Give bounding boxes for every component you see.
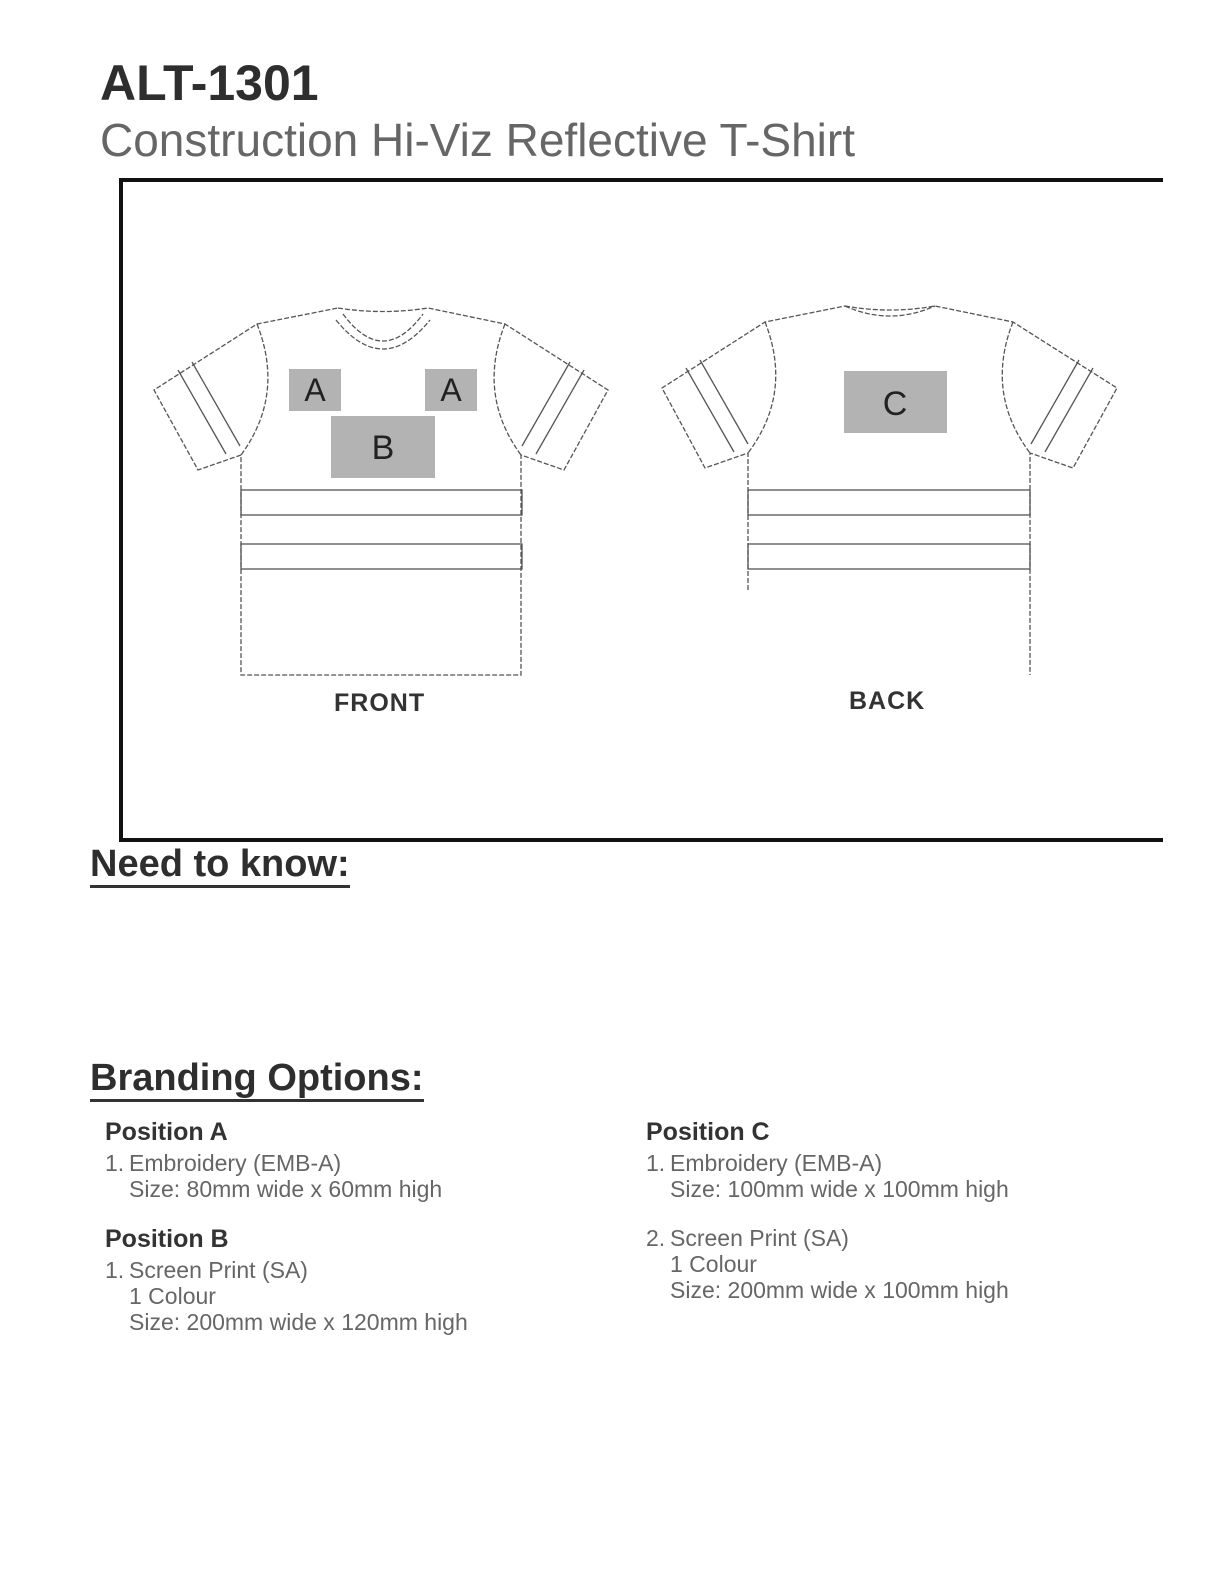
option-method: Embroidery (EMB-A) [129, 1150, 342, 1176]
svg-text:A: A [304, 372, 326, 408]
option-number: 2. [646, 1225, 666, 1251]
position-a-title: Position A [105, 1118, 228, 1146]
option-size: Size: 200mm wide x 120mm high [129, 1309, 468, 1335]
position-b-option-1 [105, 1257, 468, 1335]
option-method: Screen Print (SA) [129, 1257, 308, 1283]
front-marker-a-right [425, 369, 477, 411]
back-label: BACK [849, 687, 926, 715]
front-shirt-outline [154, 308, 608, 675]
product-title: Construction Hi-Viz Reflective T-Shirt [100, 114, 856, 166]
option-colours: 1 Colour [129, 1283, 216, 1309]
option-number: 1. [105, 1150, 125, 1176]
branding-options-heading: Branding Options: [90, 1059, 424, 1102]
svg-text:A: A [440, 372, 462, 408]
front-marker-b [331, 416, 435, 478]
back-shirt-outline [662, 306, 1117, 675]
option-number: 1. [105, 1257, 125, 1283]
option-size: Size: 200mm wide x 100mm high [670, 1277, 1009, 1303]
option-size: Size: 100mm wide x 100mm high [670, 1176, 1009, 1202]
option-colours: 1 Colour [670, 1251, 757, 1277]
position-a-option-1 [105, 1150, 442, 1202]
front-label: FRONT [334, 689, 426, 717]
product-code: ALT-1301 [100, 55, 319, 111]
need-to-know-heading: Need to know: [90, 845, 350, 888]
position-c-option-1 [646, 1150, 1009, 1202]
position-c-title: Position C [646, 1118, 770, 1146]
option-method: Embroidery (EMB-A) [670, 1150, 883, 1176]
front-marker-a-left [289, 369, 341, 411]
back-marker-c [844, 371, 947, 433]
option-size: Size: 80mm wide x 60mm high [129, 1176, 443, 1202]
option-method: Screen Print (SA) [670, 1225, 849, 1251]
option-number: 1. [646, 1150, 666, 1176]
position-b-title: Position B [105, 1225, 229, 1253]
svg-text:B: B [371, 429, 395, 467]
svg-text:C: C [882, 385, 908, 423]
position-c-option-2 [646, 1225, 1009, 1303]
